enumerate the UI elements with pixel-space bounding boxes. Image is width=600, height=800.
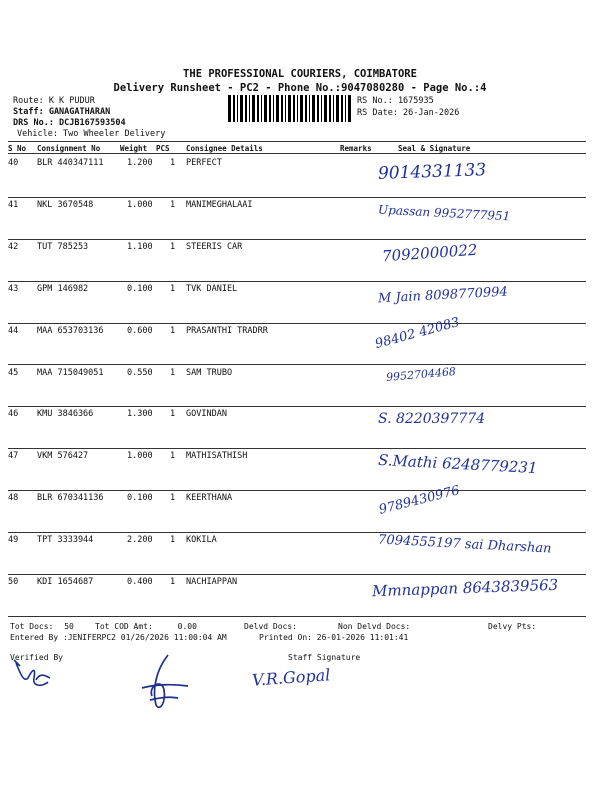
barcode-bar xyxy=(245,95,247,122)
col-remarks: Remarks xyxy=(340,144,372,153)
row-sno: 41 xyxy=(8,199,19,210)
row-consignee: NACHIAPPAN xyxy=(186,577,238,587)
tot-cod xyxy=(95,622,197,631)
row-consignee: PRASANTHI TRADRR xyxy=(186,325,268,336)
tot-cod-label: Tot COD Amt: xyxy=(95,622,153,631)
row-consignment: KMU 3846366 xyxy=(37,409,94,420)
row-consignee: STEERIS CAR xyxy=(186,241,243,252)
barcode-bar xyxy=(276,95,279,122)
rs-number: RS No.: 1675935 xyxy=(357,96,434,106)
row-consignment: MAA 653703136 xyxy=(37,325,104,336)
row-pcs: 1 xyxy=(170,451,176,462)
row-pcs: 1 xyxy=(170,409,176,420)
row-signature: 9014331133 xyxy=(377,160,487,184)
row-sno: 45 xyxy=(8,367,19,378)
row-consignment: NKL 3670548 xyxy=(37,199,94,210)
row-consignment: MAA 715049051 xyxy=(37,367,104,378)
row-pcs: 1 xyxy=(170,367,176,378)
row-signature: Upassan 9952777951 xyxy=(377,202,511,224)
row-consignee: TVK DANIEL xyxy=(186,283,238,294)
table-row xyxy=(0,156,600,198)
row-sno: 47 xyxy=(8,451,19,462)
barcode-bar xyxy=(228,95,231,122)
row-weight: 0.100 xyxy=(127,493,153,504)
row-weight: 1.000 xyxy=(127,451,153,462)
barcode xyxy=(228,95,354,122)
tot-cod-value: 0.00 xyxy=(177,622,197,631)
row-sno: 42 xyxy=(8,241,19,252)
row-signature: 9789430976 xyxy=(377,483,462,518)
tot-docs-value: 50 xyxy=(64,622,74,631)
barcode-bar xyxy=(345,95,346,122)
barcode-bar xyxy=(240,95,243,122)
company-title: THE PROFESSIONAL COURIERS, COIMBATORE xyxy=(183,68,417,80)
barcode-bar xyxy=(341,95,343,122)
row-consignment: TUT 785253 xyxy=(37,241,89,252)
barcode-bar xyxy=(312,95,315,122)
col-consignment: Consignment No xyxy=(37,144,101,153)
barcode-bar xyxy=(273,95,274,122)
row-pcs: 1 xyxy=(170,241,176,252)
table-row xyxy=(0,575,600,617)
row-signature: Mmnappan 8643839563 xyxy=(371,575,559,601)
row-weight: 1.200 xyxy=(127,158,153,168)
staff: Staff: GANAGATHARAN xyxy=(13,107,111,117)
row-consignment: KDI 1654687 xyxy=(37,577,94,587)
row-signature: 9952704468 xyxy=(385,364,457,384)
barcode-bar xyxy=(297,95,298,122)
barcode-bar xyxy=(261,95,262,122)
row-weight: 1.000 xyxy=(127,199,153,210)
row-pcs: 1 xyxy=(170,325,176,336)
verified-by: Verified By xyxy=(10,653,63,662)
barcode-bar xyxy=(281,95,283,122)
table-row xyxy=(0,483,600,533)
barcode-bar xyxy=(288,95,291,122)
rs-date: RS Date: 26-Jan-2026 xyxy=(357,108,460,118)
row-weight: 0.400 xyxy=(127,577,153,587)
row-consignee: KOKILA xyxy=(186,535,217,546)
tot-docs xyxy=(10,622,74,631)
row-signature: 7092000022 xyxy=(381,240,478,266)
row-consignee: PERFECT xyxy=(186,158,222,168)
delvd-docs: Delvd Docs: xyxy=(244,622,297,631)
row-pcs: 1 xyxy=(170,199,176,210)
barcode-bar xyxy=(324,95,327,122)
barcode-bar xyxy=(329,95,331,122)
staff-signature-mark: V.R.Gopal xyxy=(251,665,331,690)
row-signature: M Jain 8098770994 xyxy=(377,284,509,307)
barcode-bar xyxy=(321,95,322,122)
barcode-bar xyxy=(305,95,307,122)
row-weight: 1.100 xyxy=(127,241,153,252)
barcode-bar xyxy=(249,95,250,122)
printed-on: Printed On: 26-01-2026 11:01:41 xyxy=(259,633,409,642)
barcode-bar xyxy=(300,95,303,122)
row-consignee: KEERTHANA xyxy=(186,493,233,504)
row-pcs: 1 xyxy=(170,577,176,587)
row-sno: 46 xyxy=(8,409,19,420)
row-consignment: BLR 670341136 xyxy=(37,493,104,504)
table-row xyxy=(0,282,600,324)
row-consignment: GPM 146982 xyxy=(37,283,89,294)
row-divider xyxy=(8,616,586,617)
row-sno: 48 xyxy=(8,493,19,504)
table-row xyxy=(0,366,600,408)
col-pcs: PCS xyxy=(156,144,170,153)
row-sno: 49 xyxy=(8,535,19,546)
barcode-bar xyxy=(252,95,255,122)
table-row xyxy=(0,449,600,491)
row-sno: 43 xyxy=(8,283,19,294)
row-sno: 50 xyxy=(8,577,19,587)
row-consignment: BLR 440347111 xyxy=(37,158,104,168)
row-weight: 0.600 xyxy=(127,325,153,336)
barcode-bar xyxy=(348,95,351,122)
table-row xyxy=(0,407,600,449)
row-signature: S. 8220397774 xyxy=(378,411,486,428)
barcode-bar xyxy=(285,95,286,122)
barcode-bar xyxy=(317,95,319,122)
barcode-bar xyxy=(257,95,259,122)
row-weight: 0.100 xyxy=(127,283,153,294)
verifier-signature xyxy=(6,648,66,698)
row-signature: 7094555197 sai Dharshan xyxy=(377,532,552,557)
table-row xyxy=(0,240,600,282)
vehicle: Vehicle: Two Wheeler Delivery xyxy=(17,129,166,139)
table-row xyxy=(0,198,600,240)
row-weight: 0.550 xyxy=(127,367,153,378)
non-delvd-docs: Non Delvd Docs: xyxy=(338,622,411,631)
staff-signature-label: Staff Signature xyxy=(288,653,361,662)
runsheet-subtitle: Delivery Runsheet - PC2 - Phone No.:9047080280 - Page No.:4 xyxy=(113,82,487,94)
row-pcs: 1 xyxy=(170,283,176,294)
row-consignee: MATHISATHISH xyxy=(186,451,248,462)
drs-number: DRS No.: DCJB167593504 xyxy=(13,118,126,128)
barcode-bar xyxy=(269,95,271,122)
table-row xyxy=(0,314,600,366)
col-seal-signature: Seal & Signature xyxy=(398,144,471,153)
barcode-bar xyxy=(237,95,238,122)
row-consignment: VKM 576427 xyxy=(37,451,89,462)
tot-docs-label: Tot Docs: xyxy=(10,622,54,631)
row-consignee: MANIMEGHALAAI xyxy=(186,199,253,210)
col-consignee: Consignee Details xyxy=(186,144,263,153)
approver-signature xyxy=(128,650,198,715)
barcode-bar xyxy=(333,95,334,122)
row-pcs: 1 xyxy=(170,535,176,546)
row-pcs: 1 xyxy=(170,158,176,168)
delvy-pts: Delvy Pts: xyxy=(488,622,537,631)
col-weight: Weight xyxy=(120,144,148,153)
row-consignee: SAM TRUBO xyxy=(186,367,233,378)
barcode-bar xyxy=(309,95,310,122)
row-sno: 40 xyxy=(8,158,19,168)
row-consignee: GOVINDAN xyxy=(186,409,227,420)
row-signature: S.Mathi 6248779231 xyxy=(377,451,538,478)
row-sno: 44 xyxy=(8,325,19,336)
table-row xyxy=(0,533,600,575)
route: Route: K K PUDUR xyxy=(13,96,95,106)
barcode-bar xyxy=(233,95,235,122)
barcode-bar xyxy=(336,95,339,122)
row-weight: 2.200 xyxy=(127,535,153,546)
row-weight: 1.300 xyxy=(127,409,153,420)
barcode-bar xyxy=(293,95,295,122)
row-pcs: 1 xyxy=(170,493,176,504)
barcode-bar xyxy=(264,95,267,122)
row-signature: 98402 42083 xyxy=(373,314,462,352)
row-consignment: TPT 3333944 xyxy=(37,535,94,546)
entered-by: Entered By :JENIFERPC2 01/26/2026 11:00:04 AM xyxy=(10,633,227,642)
col-sno: S No xyxy=(8,144,27,153)
